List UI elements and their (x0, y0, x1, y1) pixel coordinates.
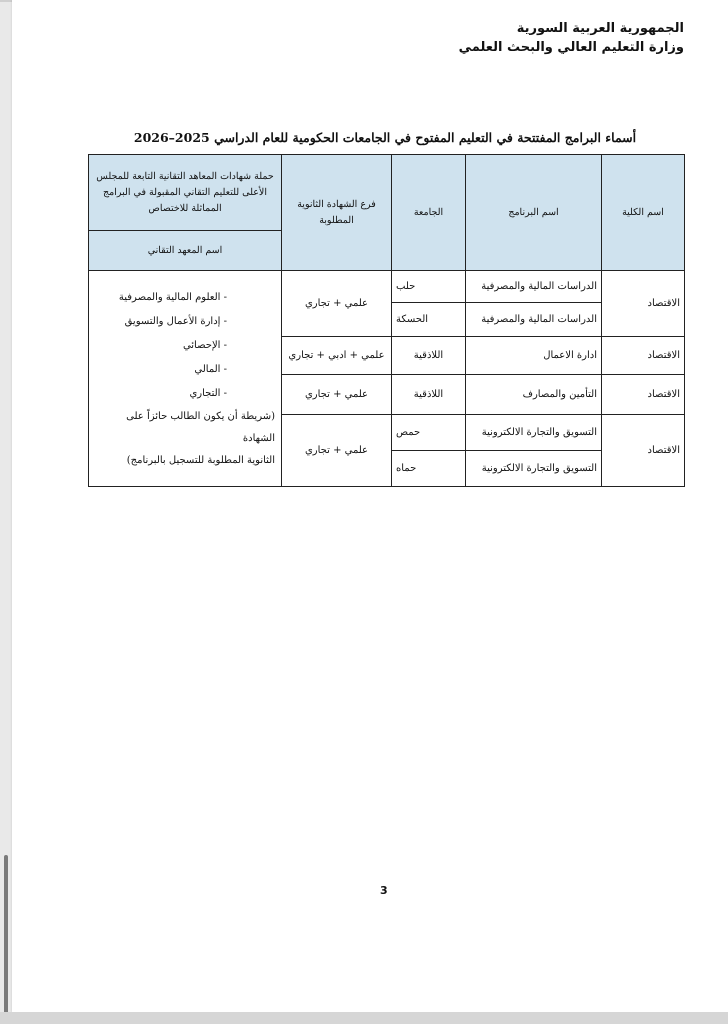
institute-item: - إدارة الأعمال والتسويق (124, 315, 227, 327)
cell-branch: علمي + تجاري (282, 415, 392, 487)
header-faculty: اسم الكلية (602, 155, 685, 271)
institute-item: - الإحصائي (182, 339, 227, 351)
header-university: الجامعة (392, 155, 466, 271)
header-institute-holders: حملة شهادات المعاهد التقانية التابعة للمجلس الأعلى للتعليم التقاني المقبولة في البرامج المماثلة للاختصاص (89, 155, 282, 231)
cell-program: التسويق والتجارة الالكترونية (466, 415, 602, 451)
cell-university: اللاذقية (392, 375, 466, 415)
institute-item: - المالي (194, 363, 227, 375)
letterhead (459, 20, 684, 58)
viewer-bottom-bar (0, 1012, 728, 1024)
header-branch: فرع الشهادة الثانوية المطلوبة (282, 155, 392, 271)
header-ministry: وزارة التعليم العالي والبحث العلمي (458, 40, 684, 55)
document-page (12, 0, 728, 1012)
cell-program: الدراسات المالية والمصرفية (466, 271, 602, 303)
header-republic: الجمهورية العربية السورية (516, 21, 684, 36)
cell-university: الحسكة (392, 303, 466, 337)
cell-program: التأمين والمصارف (466, 375, 602, 415)
institute-note: الثانوية المطلوبة للتسجيل بالبرنامج) (126, 454, 275, 466)
table-header-row (89, 155, 685, 231)
cell-program: التسويق والتجارة الالكترونية (466, 451, 602, 487)
programs-table (88, 154, 685, 487)
header-program: اسم البرنامج (466, 155, 602, 271)
cell-university: اللاذقية (392, 337, 466, 375)
cell-university: حماه (392, 451, 466, 487)
scrollbar-thumb[interactable] (4, 855, 8, 1015)
institute-item: - التجاري (189, 387, 227, 399)
cell-branch: علمي + ادبي + تجاري (282, 337, 392, 375)
document-title: أسماء البرامج المفتتحة في التعليم المفتوح في الجامعات الحكومية للعام الدراسي 2025–2026 (133, 130, 637, 145)
cell-program: الدراسات المالية والمصرفية (466, 303, 602, 337)
header-institute-name: اسم المعهد التقاني (89, 231, 282, 271)
cell-faculty: الاقتصاد (602, 271, 685, 337)
cell-faculty: الاقتصاد (602, 337, 685, 375)
cell-faculty: الاقتصاد (602, 415, 685, 487)
table-row (89, 271, 685, 303)
cell-branch: علمي + تجاري (282, 271, 392, 337)
cell-faculty: الاقتصاد (602, 375, 685, 415)
institute-item: - العلوم المالية والمصرفية (118, 291, 227, 303)
cell-university: حمص (392, 415, 466, 451)
cell-institutes (89, 271, 282, 487)
institute-note: (شريطة أن يكون الطالب حائزاً على الشهادة (126, 410, 275, 444)
cell-university: حلب (392, 271, 466, 303)
cell-branch: علمي + تجاري (282, 375, 392, 415)
page-number: 3 (380, 884, 388, 897)
cell-program: ادارة الاعمال (466, 337, 602, 375)
